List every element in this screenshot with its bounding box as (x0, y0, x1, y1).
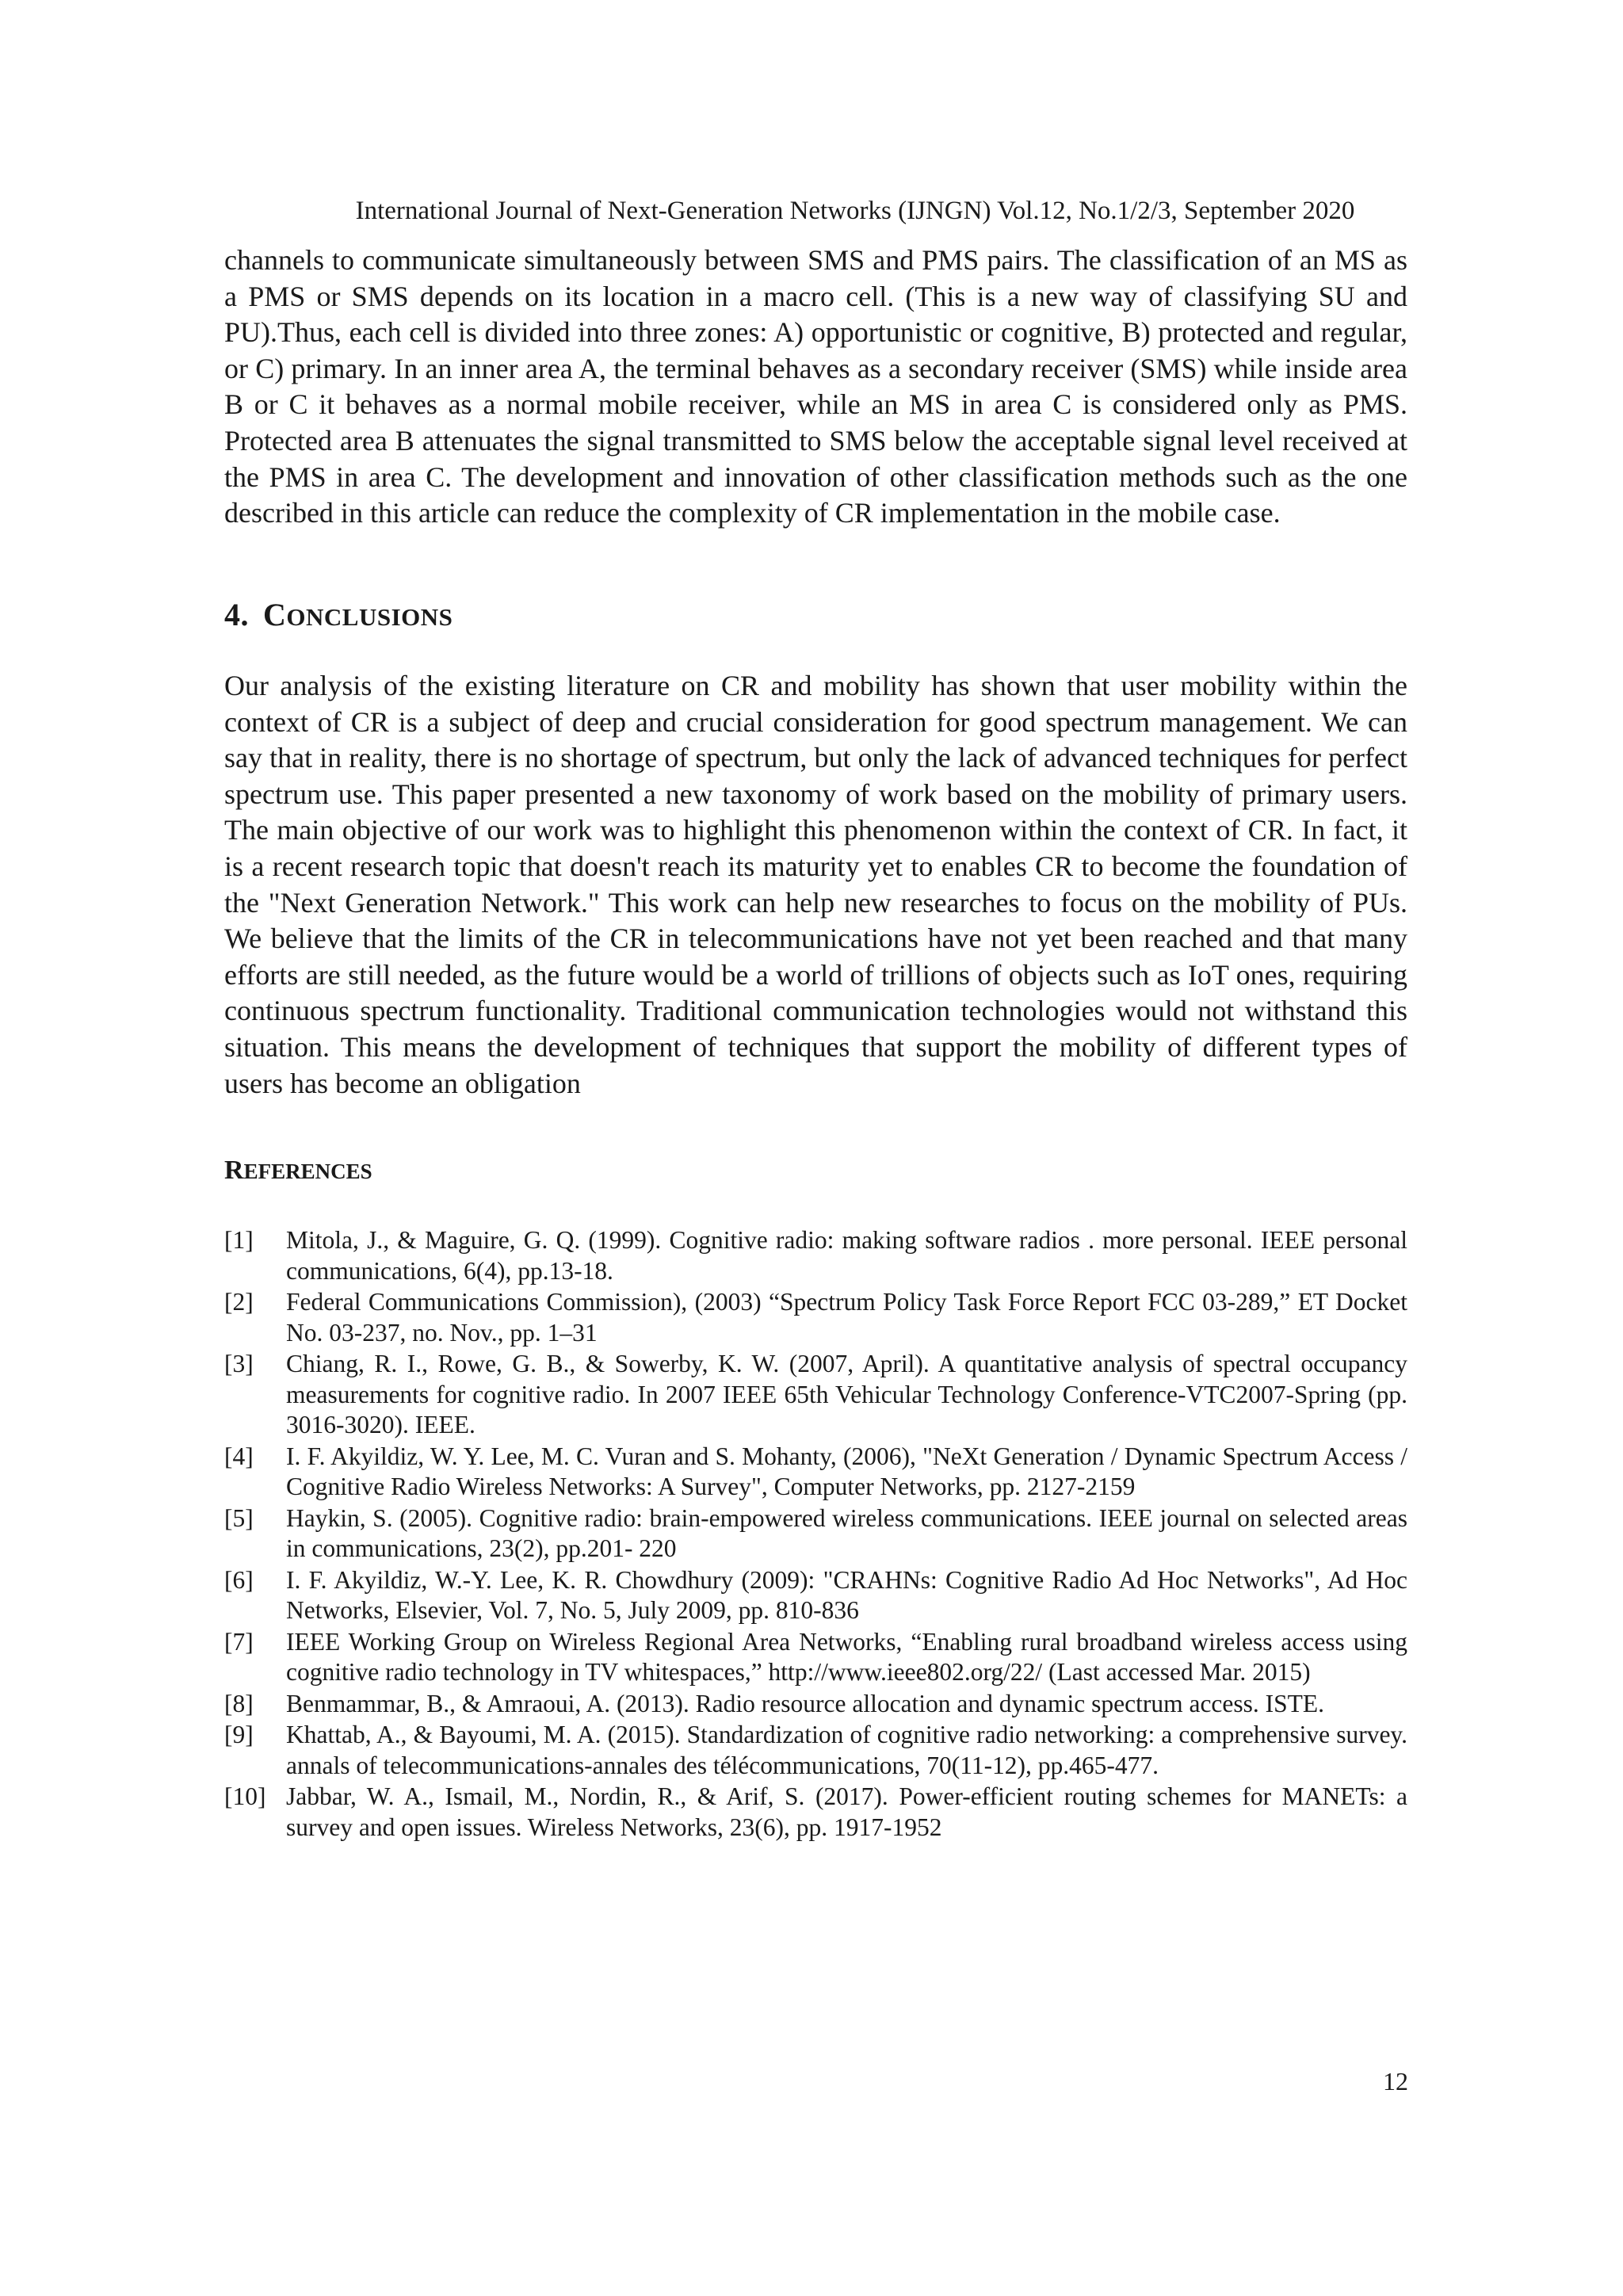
reference-number: [3] (224, 1350, 254, 1377)
reference-text: I. F. Akyildiz, W.-Y. Lee, K. R. Chowdhury (2009): "CRAHNs: Cognitive Radio Ad Hoc Networks", Ad Hoc Networks, Elsevier, Vol. 7, No. 5, July 2009, pp. 810-836 (286, 1565, 1407, 1624)
reference-text: I. F. Akyildiz, W. Y. Lee, M. C. Vuran and S. Mohanty, (2006), "NeXt Generation / Dynamic Spectrum Access / Cognitive Radio Wireless Networks: A Survey", Computer Networks, pp. 2127-2159 (286, 1442, 1407, 1500)
reference-item (224, 1782, 1407, 1843)
reference-number: [1] (224, 1226, 254, 1254)
reference-text: Khattab, A., & Bayoumi, M. A. (2015). Standardization of cognitive radio networking: a comprehensive survey. annals of telecommunications-annales des télécommunications, 70(11-12), pp.465-477. (286, 1721, 1407, 1779)
reference-item (224, 1225, 1407, 1286)
page-number: 12 (1383, 2067, 1408, 2095)
reference-number: [6] (224, 1565, 254, 1594)
section-number: 4. (224, 597, 249, 632)
reference-item (224, 1503, 1407, 1564)
conclusions-paragraph: Our analysis of the existing literature on CR and mobility has shown that user mobility within the context of CR is a subject of deep and crucial consideration for good spectrum management. We can say that in reality, there is no shortage of spectrum, but only the lack of advanced techniques for perfect spectrum use. This paper presented a new taxonomy of work based on the mobility of primary users. The main objective of our work was to highlight this phenomenon within the context of CR. In fact, it is a recent research topic that doesn't reach its maturity yet to enables CR to become the foundation of the "Next Generation Network." This work can help new researches to focus on the mobility of PUs. We believe that the limits of the CR in telecommunications have not yet been reached and that many efforts are still needed, as the future would be a world of trillions of objects such as IoT ones, requiring continuous spectrum functionality. Traditional communication technologies would not withstand this situation. This means the development of techniques that support the mobility of different types of users has become an obligation (224, 670, 1407, 1099)
reference-item (224, 1689, 1407, 1720)
reference-item (224, 1442, 1407, 1503)
reference-text: Mitola, J., & Maguire, G. Q. (1999). Cognitive radio: making software radios . more personal. IEEE personal communications, 6(4), pp.13-18. (286, 1226, 1407, 1285)
reference-text: IEEE Working Group on Wireless Regional Area Networks, “Enabling rural broadband wireless access using cognitive radio technology in TV whitespaces,” http://www.ieee802.org/22/ (Last accessed Mar. 2015) (286, 1627, 1407, 1686)
reference-number: [8] (224, 1689, 254, 1717)
reference-number: [10] (224, 1782, 266, 1810)
reference-item (224, 1720, 1407, 1781)
reference-number: [7] (224, 1627, 254, 1656)
reference-text: Haykin, S. (2005). Cognitive radio: brain-empowered wireless communications. IEEE journal on selected areas in communications, 23(2), pp.201- 220 (286, 1503, 1407, 1562)
reference-item (224, 1349, 1407, 1441)
reference-text: Federal Communications Commission), (2003) “Spectrum Policy Task Force Report FCC 03-289,” ET Docket No. 03-237, no. Nov., pp. 1–31 (286, 1288, 1407, 1347)
reference-text: Jabbar, W. A., Ismail, M., Nordin, R., & Arif, S. (2017). Power-efficient routing schemes for MANETs: a survey and open issues. Wireless Networks, 23(6), pp. 1917-1952 (286, 1782, 1407, 1841)
reference-item (224, 1627, 1407, 1688)
reference-text: Chiang, R. I., Rowe, G. B., & Sowerby, K. W. (2007, April). A quantitative analysis of spectral occupancy measurements for cognitive radio. In 2007 IEEE 65th Vehicular Technology Conference-VTC2007-Spring (pp. 3016-3020). IEEE. (286, 1350, 1407, 1438)
section-title-rest: ONCLUSIONS (286, 603, 453, 631)
references-heading-rest: EFERENCES (243, 1159, 372, 1183)
references-heading (224, 1155, 372, 1187)
reference-item (224, 1287, 1407, 1348)
reference-number: [5] (224, 1503, 254, 1532)
reference-number: [4] (224, 1442, 254, 1470)
section-title-initial: C (263, 597, 287, 632)
references-heading-initial: R (224, 1156, 244, 1185)
reference-list (224, 1225, 1407, 1843)
reference-number: [9] (224, 1721, 254, 1748)
running-header: International Journal of Next-Generation Networks (IJNGN) Vol.12, No.1/2/3, September 2020 (355, 197, 1355, 225)
section-heading-conclusions (224, 596, 453, 636)
continuation-paragraph: channels to communicate simultaneously between SMS and PMS pairs. The classification of an MS as a PMS or SMS depends on its location in a macro cell. (This is a new way of classifying SU and PU).Thus, each cell is divided into three zones: A) opportunistic or cognitive, B) protected and regular, or C) primary. In an inner area A, the terminal behaves as a secondary receiver (SMS) while inside area B or C it behaves as a normal mobile receiver, while an MS in area C is considered only as PMS. Protected area B attenuates the signal transmitted to SMS below the acceptable signal level received at the PMS in area C. The development and innovation of other classification methods such as the one described in this article can reduce the complexity of CR implementation in the mobile case. (224, 244, 1407, 529)
reference-item (224, 1565, 1407, 1626)
reference-text: Benmammar, B., & Amraoui, A. (2013). Radio resource allocation and dynamic spectrum access. ISTE. (286, 1689, 1325, 1717)
reference-number: [2] (224, 1288, 254, 1316)
